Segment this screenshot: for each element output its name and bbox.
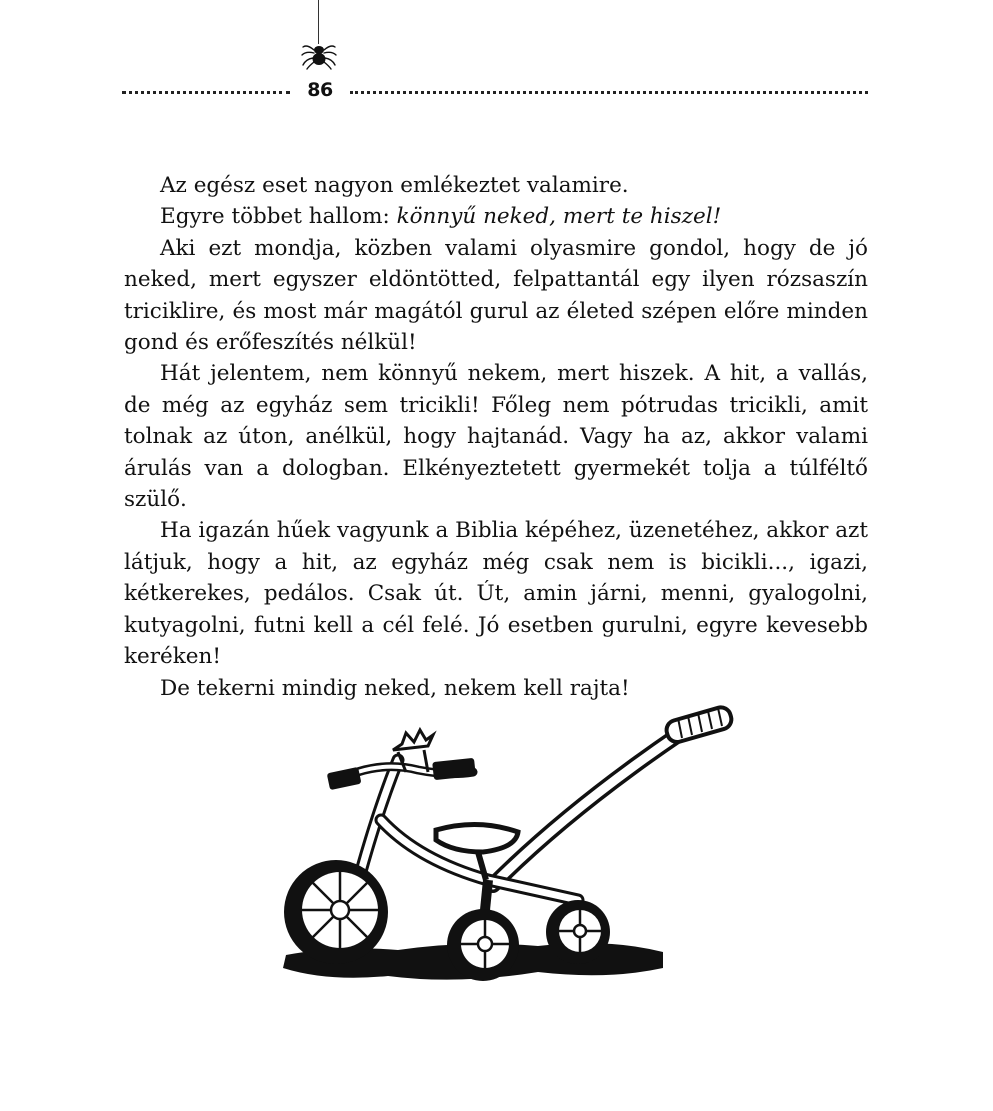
page-number: 86 — [307, 79, 333, 101]
page-header — [0, 0, 993, 110]
paragraph: Aki ezt mondja, közben valami olyasmire gondol, hogy de jó neked, mert egyszer eldöntötted, felpattantál egy ilyen rózsaszín triciklire, és most már magától gurul az életed szépen előre minden gond és erőfeszítés nélkül! — [124, 235, 868, 356]
tricycle-with-push-bar-icon — [278, 700, 748, 1005]
paragraph: Ha igazán hűek vagyunk a Biblia képéhez, üzenetéhez, akkor azt látjuk, hogy a hit, az egyház még csak nem is bicikli..., igazi, kétkerekes, pedálos. Csak út. Út, amin járni, menni, gyalogolni, kutyagolni, futni kell a cél felé. Jó esetben gurulni, egyre kevesebb keréken! — [124, 518, 868, 670]
header-rule-right — [350, 91, 868, 94]
paragraph: De tekerni mindig neked, nekem kell rajta! — [160, 675, 630, 701]
paragraph — [124, 201, 868, 232]
body-text — [124, 170, 868, 704]
header-rule-left — [122, 91, 290, 94]
paragraph: Az egész eset nagyon emlékeztet valamire. — [160, 173, 629, 198]
paragraph-text: Egyre többet hallom: — [160, 204, 397, 230]
paragraph: Hát jelentem, nem könnyű nekem, mert hiszek. A hit, a vallás, de még az egyház sem tricikli! Főleg nem pótrudas tricikli, amit tolnak az úton, anélkül, hogy hajtanád. Vagy ha az, akkor valami árulás van a dologban. Elkényeztetett gyermekét tolja a túlféltő szülő. — [124, 361, 868, 513]
italic-quote: könnyű neked, mert te hiszel! — [396, 204, 722, 230]
hanging-spider-icon — [300, 38, 338, 70]
